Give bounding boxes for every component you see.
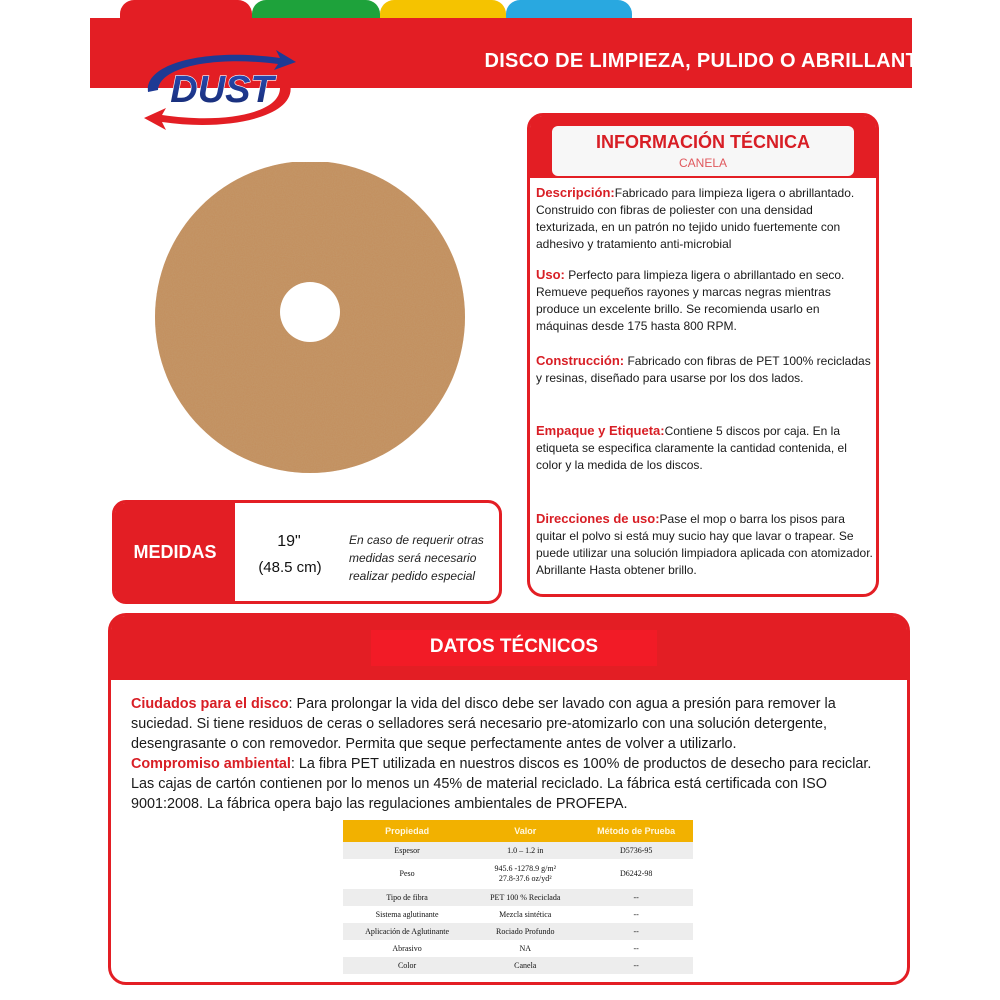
- table-cell: Aplicación de Aglutinante: [343, 923, 471, 940]
- datos-paragraphs: [131, 694, 891, 814]
- table-row: [343, 842, 693, 859]
- section-text: Fabricado con fibras de PET 100% recicladas y resinas, diseñado para usarse por los dos lados.: [536, 354, 871, 385]
- size-cm: (48.5 cm): [258, 559, 322, 576]
- section-text: Fabricado para limpieza ligera o abrillantado. Construido con fibras de poliester con una densidad texturizada, en un patrón no tejido unido fuertemente con adhesivo y tratamiento anti-microbial: [536, 186, 855, 251]
- table-cell: Canela: [471, 957, 579, 974]
- table-cell: --: [579, 940, 693, 957]
- table-cell: Tipo de fibra: [343, 889, 471, 906]
- section-text: Contiene 5 discos por caja. En la etiqueta se especifica claramente la cantidad contenida, el color y la medida de los discos.: [536, 424, 847, 472]
- table-cell: NA: [471, 940, 579, 957]
- product-disc-image: [150, 162, 470, 482]
- table-row: [343, 957, 693, 974]
- page-title: DISCO DE LIMPIEZA, PULIDO O ABRILLANTADO: [484, 50, 962, 72]
- table-cell: Rociado Profundo: [471, 923, 579, 940]
- section-label: Uso:: [536, 267, 565, 282]
- table-cell: PET 100 % Reciclada: [471, 889, 579, 906]
- table-cell: Abrasivo: [343, 940, 471, 957]
- dust-logo-graphic: [130, 38, 310, 138]
- info-section-construccion: [536, 352, 874, 387]
- section-label: Direcciones de uso:: [536, 511, 660, 526]
- paragraph-label: Compromiso ambiental: [131, 756, 291, 772]
- section-text: Pase el mop o barra los pisos para quitar el polvo si está muy sucio hay que lavar o trapear. Se puede utilizar una solución limpiadora aplicada con atomizador. Abrillante Hasta obtener brillo.: [536, 512, 873, 577]
- technical-data-panel: [108, 613, 910, 985]
- table-row: [343, 923, 693, 940]
- table-cell: [471, 859, 579, 889]
- table-row: [343, 940, 693, 957]
- table-row: [343, 859, 693, 889]
- table-cell-line: 27.8-37.6 oz/yd²: [498, 874, 552, 883]
- info-title: INFORMACIÓN TÉCNICA: [596, 132, 810, 152]
- technical-info-panel: [527, 113, 879, 597]
- datos-title: DATOS TÉCNICOS: [429, 636, 599, 657]
- datos-header: [111, 616, 907, 680]
- properties-table: [343, 820, 693, 974]
- table-row: [343, 889, 693, 906]
- info-header: [530, 116, 876, 178]
- table-header-cell: Método de Prueba: [579, 820, 693, 842]
- size-label: MEDIDAS: [115, 503, 235, 601]
- section-label: Construcción:: [536, 353, 625, 368]
- logo-text: DUST: [170, 69, 274, 111]
- table-header-row: [343, 820, 693, 842]
- info-section-uso: [536, 266, 874, 335]
- section-label: Empaque y Etiqueta:: [536, 423, 665, 438]
- info-section-direcciones: [536, 510, 874, 579]
- paragraph-text: : La fibra PET utilizada en nuestros discos es 100% de productos de desecho para reciclar. Las cajas de cartón contienen por lo menos un 45% de material reciclado. La fábrica está certificada con ISO 9001:2008. La fábrica opera bajo las regulaciones ambientales de PROFEPA.: [131, 756, 872, 812]
- table-cell: D5736-95: [579, 842, 693, 859]
- table-cell: --: [579, 923, 693, 940]
- table-cell: Mezcla sintética: [471, 906, 579, 923]
- section-label: Descripción:: [536, 185, 615, 200]
- table-header-cell: Valor: [471, 820, 579, 842]
- paragraph-label: Ciudados para el disco: [131, 696, 289, 712]
- table-cell: Sistema aglutinante: [343, 906, 471, 923]
- table-cell: Peso: [343, 859, 471, 889]
- paragraph-compromiso: [131, 754, 891, 814]
- info-section-empaque: [536, 422, 874, 474]
- paragraph-text: : Para prolongar la vida del disco debe ser lavado con agua a presión para remover la suciedad. Si tiene residuos de ceras o selladores será necesario pre-atomizarlo con una solución detergente, desengrasante o con removedor. Permita que seque perfectamente antes de volver a utilizarlo.: [131, 696, 836, 752]
- info-section-descripcion: [536, 184, 874, 253]
- table-cell-line: 945.6 -1278.9 g/m²: [494, 864, 556, 873]
- table-cell: --: [579, 889, 693, 906]
- table-header-cell: Propiedad: [343, 820, 471, 842]
- table-cell: 1.0 – 1.2 in: [471, 842, 579, 859]
- size-panel: [112, 500, 502, 604]
- paragraph-cuidados: [131, 694, 891, 754]
- table-cell: D6242-98: [579, 859, 693, 889]
- dust-logo: [130, 38, 310, 138]
- size-note: En caso de requerir otras medidas será necesario realizar pedido especial: [349, 533, 484, 583]
- section-text: Perfecto para limpieza ligera o abrillantado en seco. Remueve pequeños rayones y marcas negras mientras produce un excelente brillo. Se recomienda usarlo en máquinas desde 175 hasta 800 RPM.: [536, 268, 845, 333]
- table-cell: Espesor: [343, 842, 471, 859]
- table-row: [343, 906, 693, 923]
- info-subtitle: CANELA: [678, 156, 728, 170]
- table-cell: Color: [343, 957, 471, 974]
- size-inches: 19": [277, 533, 301, 550]
- table-cell: --: [579, 906, 693, 923]
- table-cell: --: [579, 957, 693, 974]
